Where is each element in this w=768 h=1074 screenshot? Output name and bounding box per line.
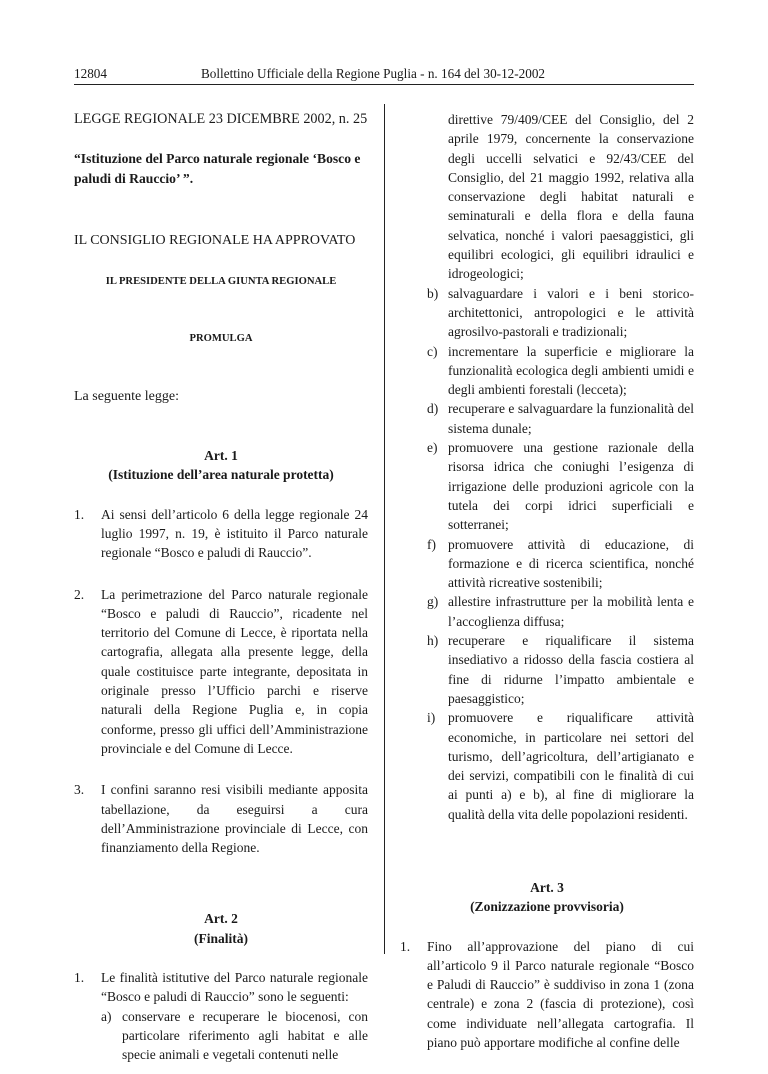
item-letter: d) [427,401,439,417]
paragraph-number: 1. [74,970,85,986]
article-2-items [400,284,694,824]
item-text: recuperare e riqualificare il sistema insediativo a ridosso della fascia costiera al fine di ridurne l’impatto ambientale e paesaggistico; [448,633,694,706]
item-text: allestire infrastrutture per la mobilità lenta e l’accoglienza diffusa; [448,594,694,629]
paragraph-text: La perimetrazione del Parco naturale regionale “Bosco e paludi di Rauccio”, ricadente nel territorio del Comune di Lecce, è riportata nella cartografia, allegata alla presente legge, della quale costituisce parte integrante, depositata in originale presso l’Ufficio parchi e riserve naturali della Regione Puglia e, in copia conforme, presso gli uffici dell’Amministrazione provinciale e del Comune di Lecce. [101,586,368,756]
president-line: IL PRESIDENTE DELLA GIUNTA REGIONALE [105,276,337,288]
page-number: 12804 [74,66,107,81]
item-letter: e) [427,440,438,456]
paragraph-number: 1. [400,938,411,954]
paragraph-text: Le finalità istitutive del Parco naturale regionale “Bosco e paludi di Rauccio” sono le seguenti: [101,970,368,1005]
article-1-title: (Istituzione dell’area naturale protetta) [108,467,334,483]
item-text: promuovere attività di educazione, di formazione e di ricerca scientifica, nonché attività ricreative sostenibili; [448,536,694,591]
article-1-paragraph-2 [74,585,368,759]
article-1-number: Art. 1 [204,448,238,464]
item-g [427,592,694,631]
law-subtitle: “Istituzione del Parco naturale regionale ‘Bosco e paludi di Rauccio’ ”. [74,151,361,186]
item-letter: a) [101,1008,112,1024]
item-letter: c) [427,343,438,359]
journal-title: Bollettino Ufficiale della Regione Puglia - n. 164 del 30-12-2002 [201,66,546,81]
item-text: promuovere e riqualificare attività economiche, in particolare nei settori del turismo, dell’agricoltura, dell’artigianato e dei servizi, compatibili con le finalità di cui ai punti a) e b), al fine di migliorare la qualità della vita delle popolazioni residenti. [448,710,694,822]
left-column [74,110,368,1065]
article-3-number: Art. 3 [530,879,564,895]
item-text: recuperare e salvaguardare la funzionalità del sistema dunale; [448,401,694,436]
item-f [427,535,694,593]
item-letter: g) [427,594,439,610]
column-divider [384,104,385,954]
article-2-paragraph-1 [74,968,368,1064]
item-letter: f) [427,536,436,552]
item-text: promuovere una gestione razionale della risorsa idrica che coniughi l’esigenza di irrigazione delle produzioni agricole con la tutela dei corpi idrici superficiali e sotterranei; [448,440,694,533]
item-text: incrementare la superficie e migliorare la funzionalità ecologica degli ambienti umidi e degli ambienti forestali (lecceta); [448,343,694,398]
article-3-paragraph-1 [400,937,694,1053]
paragraph-text: I confini saranno resi visibili mediante apposita tabellazione, da eseguirsi a cura dell’Amministrazione provinciale di Lecce, con finanziamento della Regione. [101,782,368,856]
item-letter: i) [427,710,436,726]
item-letter: h) [427,633,439,649]
article-2-title: (Finalità) [194,930,248,946]
article-2-heading [74,909,368,948]
item-c [427,342,694,400]
header-rule [74,84,694,85]
intro-text: La seguente legge: [74,388,179,404]
item-e [427,438,694,534]
item-text: conservare e recuperare le biocenosi, con particolare riferimento agli habitat e alle specie animali e vegetali contenuti nelle [122,1008,368,1063]
paragraph-number: 3. [74,782,85,798]
article-1-paragraph-1 [74,505,368,563]
article-2-number: Art. 2 [204,911,238,927]
law-title: LEGGE REGIONALE 23 DICEMBRE 2002, n. 25 [74,111,368,127]
item-a [101,1007,368,1065]
promulga-line: PROMULGA [189,333,253,345]
right-column [400,110,694,1074]
item-d [427,399,694,438]
article-3-title: (Zonizzazione provvisoria) [470,899,624,915]
item-a-continued: direttive 79/409/CEE del Consiglio, del 2 aprile 1979, concernente la conservazione degli uccelli selvatici e 92/43/CEE del Consiglio, del 21 maggio 1992, relativa alla conservazione degli habitat naturali e seminaturali e della flora e della fauna selvatica, nonché i valori paesaggistici, gli equilibri ecologici, gli equilibri idraulici e idrogeologici; [448,112,694,282]
item-i [427,708,694,824]
paragraph-text: Fino all’approvazione del piano di cui all’articolo 9 il Parco naturale regionale “Bosco e Paludi di Rauccio” è suddiviso in zona 1 (zona centrale) e zona 2 (fascia di protezione), così come individuate nell’allegata cartografia. Il piano può apportare modifiche al confine delle [427,938,694,1051]
page-header [74,66,694,84]
council-approval: IL CONSIGLIO REGIONALE HA APPROVATO [74,232,356,248]
item-letter: b) [427,285,439,301]
item-text: salvaguardare i valori e i beni storico-architettonici, antropologici e le attività agrosilvo-pastorali e tradizionali; [448,285,694,340]
paragraph-number: 2. [74,586,85,602]
article-1-heading [74,446,368,485]
item-h [427,631,694,708]
item-b [427,284,694,342]
paragraph-text: Ai sensi dell’articolo 6 della legge regionale 24 luglio 1997, n. 19, è istituito il Parco naturale regionale “Bosco e paludi di Rauccio”. [101,506,368,561]
article-1-paragraph-3 [74,780,368,857]
article-3-heading [400,878,694,917]
paragraph-number: 1. [74,506,85,522]
